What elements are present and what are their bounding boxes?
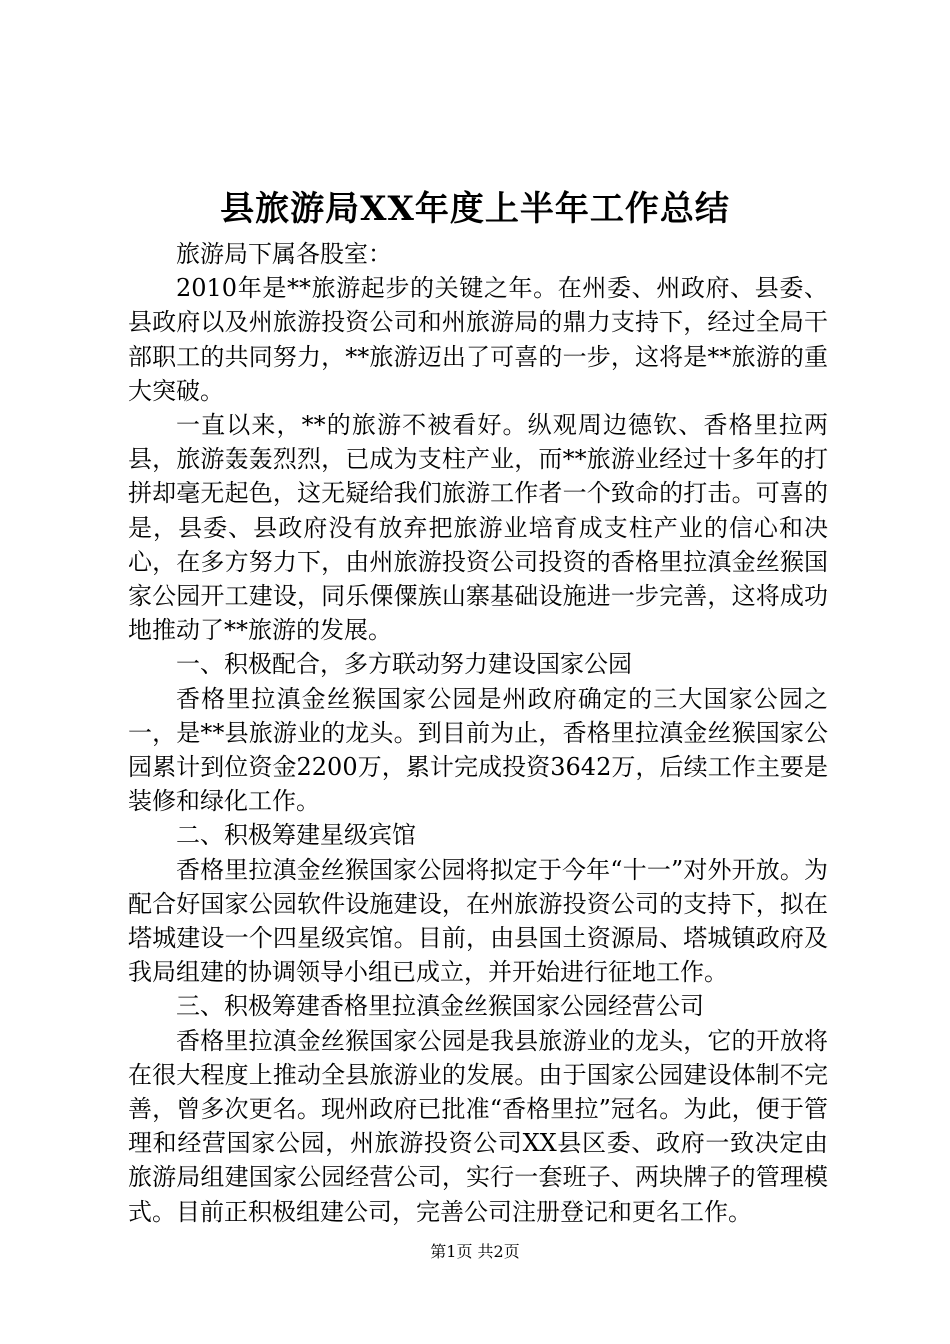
intro-paragraph: 2010年是**旅游起步的关键之年。在州委、州政府、县委、县政府以及州旅游投资公司和州旅游局的鼎力支持下，经过全局干部职工的共同努力，**旅游迈出了可喜的一步，这将是**旅游的重大突破。 bbox=[128, 274, 828, 405]
background-paragraph: 一直以来，**的旅游不被看好。纵观周边德钦、香格里拉两县，旅游轰轰烈烈，已成为支柱产业，而**旅游业经过十多年的打拼却毫无起色，这无疑给我们旅游工作者一个致命的打击。可喜的是，县委、县政府没有放弃把旅游业培育成支柱产业的信心和决心，在多方努力下，由州旅游投资公司投资的香格里拉滇金丝猴国家公园开工建设，同乐傈僳族山寨基础设施进一步完善，这将成功地推动了**旅游的发展。 bbox=[128, 411, 828, 645]
document-body bbox=[128, 237, 828, 1229]
section-2-paragraph: 香格里拉滇金丝猴国家公园将拟定于今年“十一”对外开放。为配合好国家公园软件设施建设，在州旅游投资公司的支持下，拟在塔城建设一个四星级宾馆。目前，由县国土资源局、塔城镇政府及我局组建的协调领导小组已成立，并开始进行征地工作。 bbox=[128, 855, 828, 987]
section-heading-2: 二、积极筹建星级宾馆 bbox=[176, 821, 416, 850]
section-1-paragraph: 香格里拉滇金丝猴国家公园是州政府确定的三大国家公园之一，是**县旅游业的龙头。到目前为止，香格里拉滇金丝猴国家公园累计到位资金2200万，累计完成投资3642万，后续工作主要是装修和绿化工作。 bbox=[128, 684, 828, 816]
section-3-paragraph: 香格里拉滇金丝猴国家公园是我县旅游业的龙头，它的开放将在很大程度上推动全县旅游业的发展。由于国家公园建设体制不完善，曾多次更名。现州政府已批准“香格里拉”冠名。为此，便于管理和经营国家公园，州旅游投资公司XX县区委、政府一致决定由旅游局组建国家公园经营公司，实行一套班子、两块牌子的管理模式。目前正积极组建公司，完善公司注册登记和更名工作。 bbox=[128, 1026, 828, 1226]
page-number-footer: 第1页 共2页 bbox=[430, 1242, 520, 1261]
document-title: 县旅游局XX年度上半年工作总结 bbox=[220, 189, 730, 229]
salutation-paragraph: 旅游局下属各股室： bbox=[176, 240, 392, 268]
section-heading-1: 一、积极配合，多方联动努力建设国家公园 bbox=[176, 650, 632, 679]
section-heading-3: 三、积极筹建香格里拉滇金丝猴国家公园经营公司 bbox=[176, 992, 704, 1021]
